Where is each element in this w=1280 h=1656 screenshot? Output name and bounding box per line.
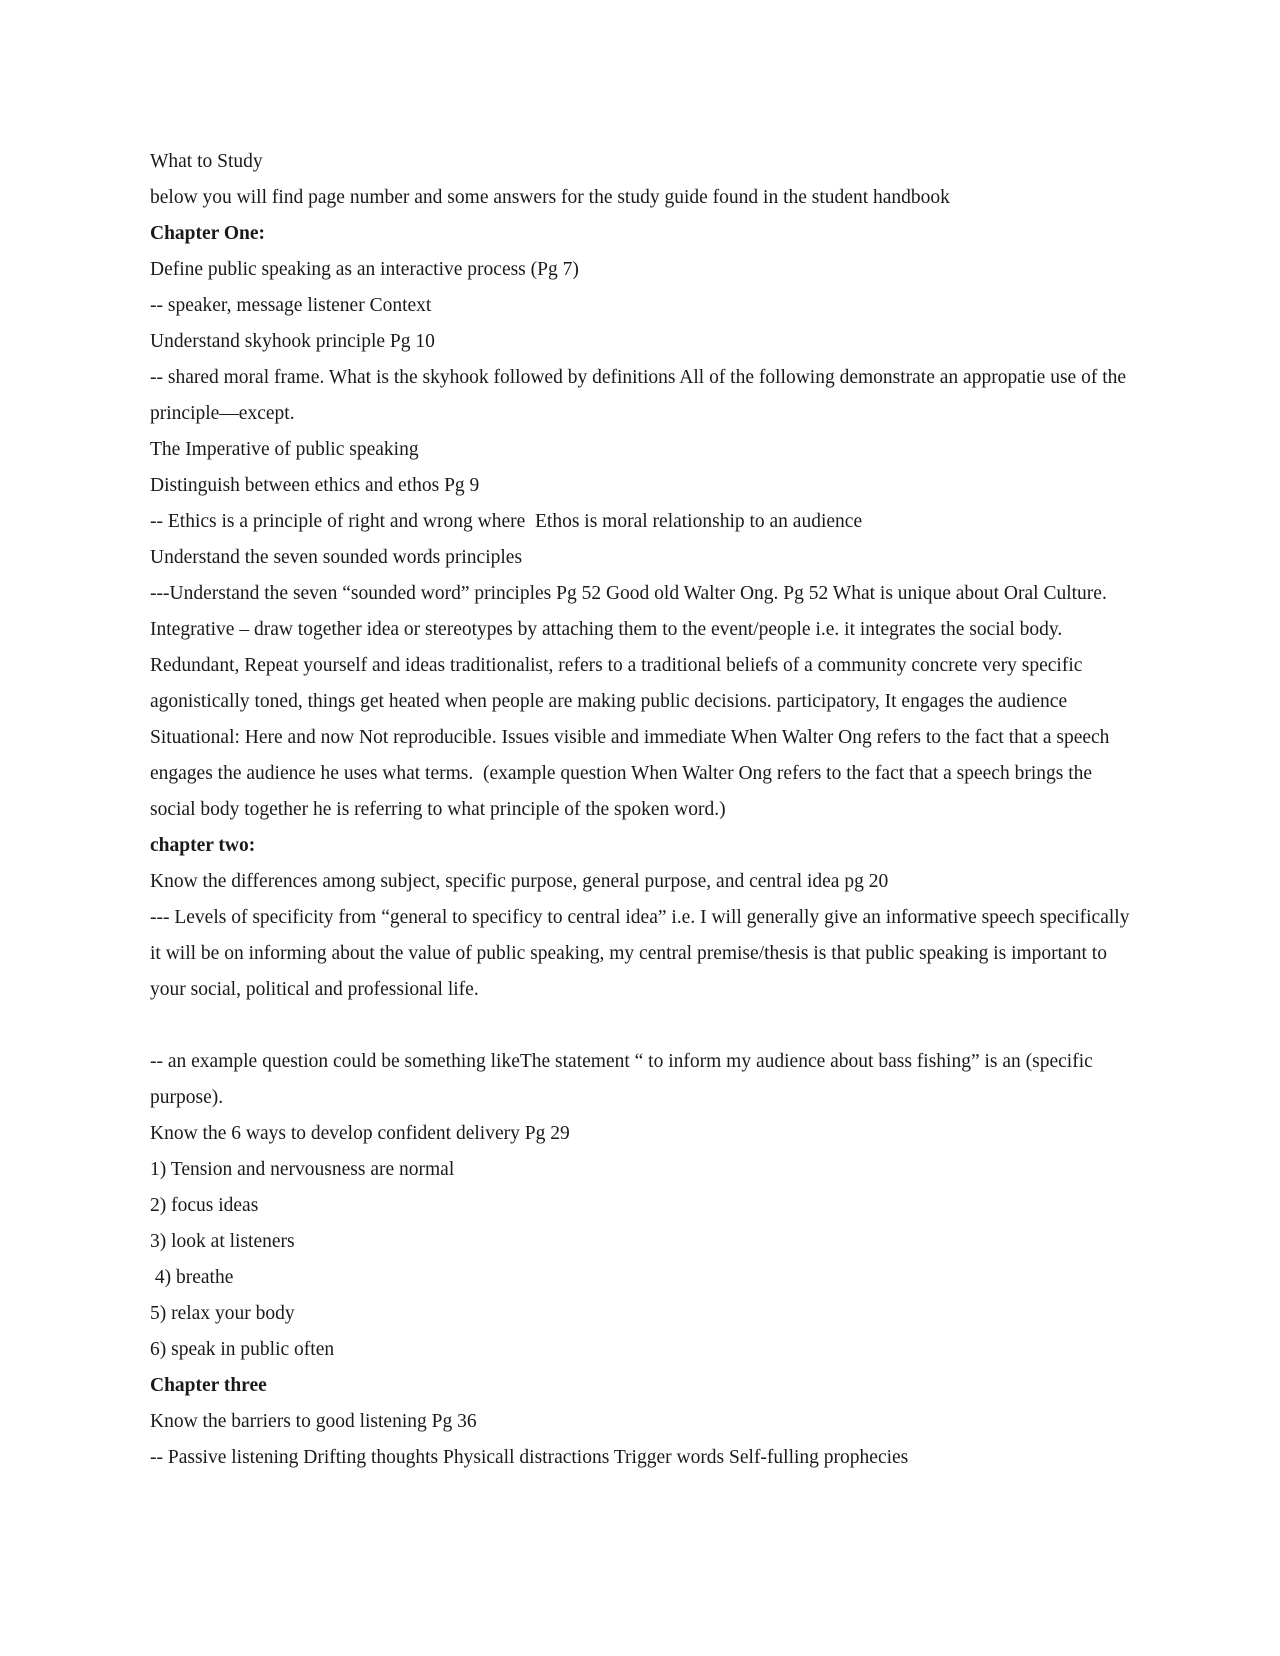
document-body [150,144,1135,1476]
list-item: 5) relax your body [150,1303,295,1324]
list-item: 4) breathe [150,1267,234,1288]
chapter-one-line: Distinguish between ethics and ethos Pg 9 [150,475,480,496]
list-item: 3) look at listeners [150,1231,295,1252]
list-item: 6) speak in public often [150,1339,335,1360]
chapter-two-line: Know the 6 ways to develop confident delivery Pg 29 [150,1123,570,1144]
chapter-one-line: The Imperative of public speaking [150,439,419,460]
chapter-one-line: Define public speaking as an interactive process (Pg 7) [150,259,579,280]
list-item: 1) Tension and nervousness are normal [150,1159,455,1180]
intro-text: below you will find page number and some answers for the study guide found in the student handbook [150,187,950,208]
chapter-two-heading: chapter two: [150,835,256,856]
blank-line [150,1008,1130,1044]
chapter-three-heading: Chapter three [150,1375,267,1396]
chapter-one-line: Understand skyhook principle Pg 10 [150,331,435,352]
document-title: What to Study [150,151,263,172]
list-item: 2) focus ideas [150,1195,259,1216]
chapter-one-line: -- shared moral frame. What is the skyhook followed by definitions All of the following demonstrate an appropatie use of the principle—except. [150,367,1131,424]
chapter-one-line: ---Understand the seven “sounded word” principles Pg 52 Good old Walter Ong. Pg 52 What is unique about Oral Culture. Integrative – draw together idea or stereotypes by attaching them to the event/people i.e. it integrates the social body. Redundant, Repeat yourself and ideas traditionalist, refers to a traditional beliefs of a community concrete very specific agonistically toned, things get heated when people are making public decisions. participatory, It engages the audience Situational: Here and now Not reproducible. Issues visible and immediate When Walter Ong refers to the fact that a speech engages the audience he uses what terms. (example question When Walter Ong refers to the fact that a speech brings the social body together he is referring to what principle of the spoken word.) [150,583,1115,820]
chapter-three-line: Know the barriers to good listening Pg 36 [150,1411,477,1432]
chapter-one-line: -- speaker, message listener Context [150,295,432,316]
chapter-one-line: -- Ethics is a principle of right and wrong where Ethos is moral relationship to an audience [150,511,863,532]
chapter-two-line: Know the differences among subject, specific purpose, general purpose, and central idea pg 20 [150,871,889,892]
chapter-two-line: -- an example question could be something likeThe statement “ to inform my audience about bass fishing” is an (specific purpose). [150,1051,1098,1108]
chapter-one-line: Understand the seven sounded words principles [150,547,523,568]
chapter-two-line: --- Levels of specificity from “general to specificy to central idea” i.e. I will generally give an informative speech specifically it will be on informing about the value of public speaking, my central premise/thesis is that public speaking is important to your social, political and professional life. [150,907,1135,1000]
chapter-one-heading: Chapter One: [150,223,266,244]
chapter-three-line: -- Passive listening Drifting thoughts Physicall distractions Trigger words Self-fulling prophecies [150,1447,909,1468]
